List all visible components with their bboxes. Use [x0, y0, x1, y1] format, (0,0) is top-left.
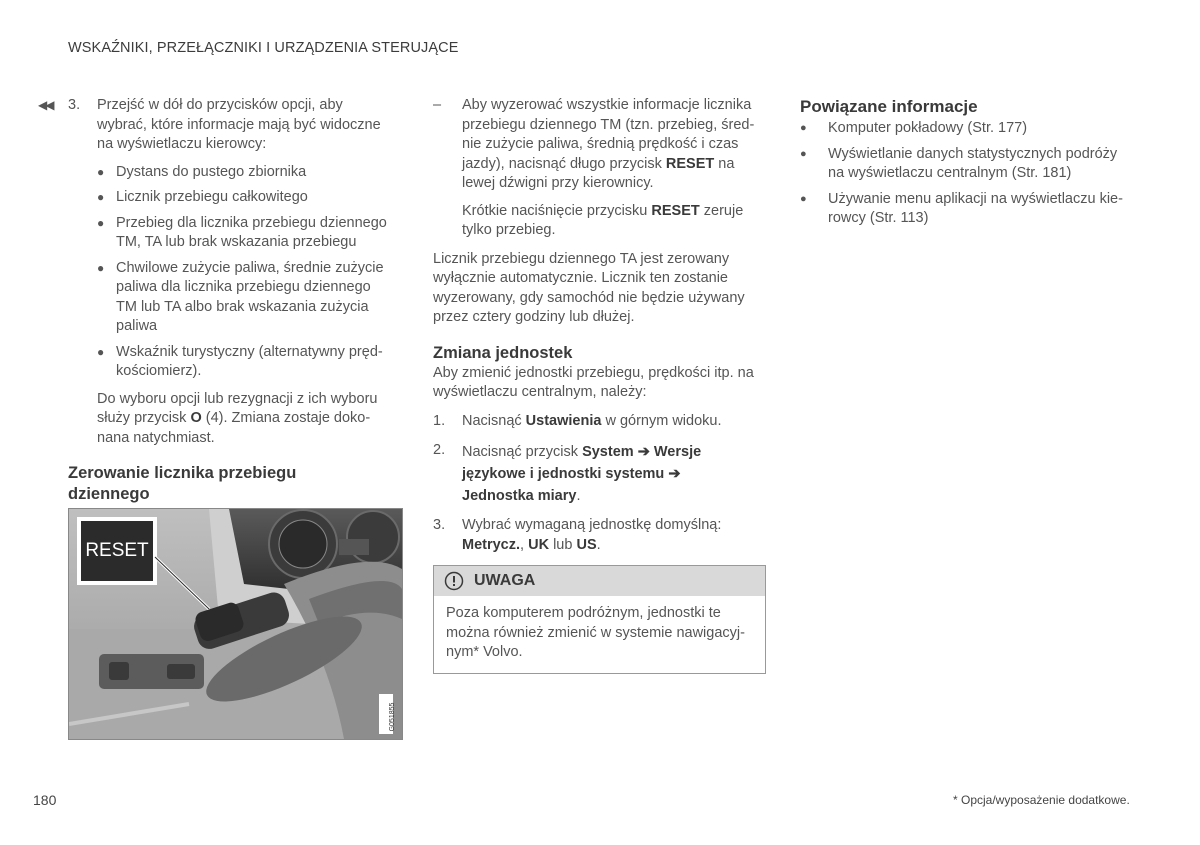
bullet-icon: ● [97, 190, 105, 204]
text-line: Wybrać wymaganą jednostkę domyślną: [462, 517, 722, 533]
bullet-icon: ● [800, 192, 807, 205]
bullet-icon: ● [97, 344, 105, 359]
bullet-icon: ● [97, 164, 105, 179]
list-item [97, 163, 398, 183]
text-line: służy przycisk O (4). Zmiana zostaje doko- [97, 410, 371, 426]
text-line: Komputer pokładowy (Str. 177) [828, 120, 1028, 136]
reset-button-label: RESET [651, 202, 700, 219]
short-press-paragraph [462, 202, 754, 241]
list-item [97, 214, 398, 253]
text-line: przez cztery godziny lub dłużej. [433, 309, 635, 325]
text-line: Dystans do pustego zbiornika [116, 163, 307, 180]
menu-path-label: językowe i jednostki systemu [462, 466, 665, 482]
text-line: przebiegu dziennego TM (tzn. przebieg, śred- [462, 116, 755, 133]
step-number: 1. [433, 412, 446, 429]
o-button-label: O [190, 410, 202, 426]
units-step-2 [433, 441, 768, 507]
step-number: 3. [433, 517, 446, 533]
related-link[interactable] [800, 145, 1145, 184]
footnote: * Opcja/wyposażenie dodatkowe. [953, 793, 1130, 807]
list-item [97, 259, 398, 337]
step-number: 3. [68, 97, 81, 113]
steering-lever-illustration [68, 508, 403, 740]
text-line: tylko przebieg. [462, 222, 556, 238]
text-line: Jednostka miary. [462, 488, 581, 504]
text-line: kościomierz). [116, 363, 202, 379]
text-line: wyłącznie automatycznie. Licznik ten zostanie [433, 270, 728, 286]
arrow-right-icon: ➔ [637, 444, 650, 460]
text-line: Licznik przebiegu całkowitego [116, 189, 308, 205]
system-menu-label: System [582, 444, 634, 460]
text-line: na wyświetlaczu kierowcy: [97, 136, 267, 152]
text-line: paliwa [116, 318, 158, 334]
unit-option: UK [528, 536, 550, 553]
related-info-heading: Powiązane informacje [800, 97, 978, 116]
text-line: Aby zmienić jednostki przebiegu, prędkości itp. na [433, 364, 754, 381]
units-step-1 [433, 412, 768, 432]
text-line: Nacisnąć Ustawienia w górnym widoku. [462, 412, 722, 429]
text-line: lewej dźwigni przy kierownicy. [462, 175, 654, 191]
text-line: Krótkie naciśnięcie przycisku RESET zeruje [462, 202, 744, 219]
page-header: WSKAŹNIKI, PRZEŁĄCZNIKI I URZĄDZENIA STERUJĄCE [68, 40, 459, 56]
dash-marker: – [433, 97, 442, 113]
text-line: Licznik przebiegu dziennego TA jest zerowany [433, 250, 730, 267]
text-line: TM lub TA albo brak wskazania zużycia [116, 298, 369, 315]
note-body [434, 596, 765, 673]
reset-heading: Zerowanie licznika przebiegu dziennego [68, 464, 297, 503]
step-3 [38, 96, 398, 155]
bullet-icon: ● [97, 260, 105, 275]
text-line: wyświetlaczu centralnym, należy: [433, 384, 647, 400]
unit-option: US [576, 536, 597, 553]
text-line [462, 463, 701, 485]
bullet-icon: ● [97, 215, 105, 230]
related-link[interactable] [800, 119, 1145, 139]
note-title: UWAGA [474, 572, 536, 590]
text-line: Wyświetlanie danych statystycznych podróży [828, 145, 1118, 162]
text-line: nym* Volvo. [446, 644, 523, 660]
text-line: paliwa dla licznika przebiegu dziennego [116, 279, 371, 295]
text-line: można również zmienić w systemie nawigacyj- [446, 624, 745, 641]
text-line: Nacisnąć przycisk System ➔ Wersje [462, 444, 702, 460]
text-line: na wyświetlaczu centralnym (Str. 181) [828, 165, 1072, 181]
step-text [97, 96, 381, 155]
units-intro [433, 364, 768, 403]
bullet-icon: ● [800, 147, 807, 160]
menu-path-label: Jednostka miary [462, 488, 577, 504]
text-line: Przejść w dół do przycisków opcji, aby [97, 97, 343, 113]
text-line: wyzerowany, gdy samochód nie będzie używany [433, 289, 745, 306]
reset-all-item [433, 96, 768, 241]
text-line: wybrać, które informacje mają być widoczne [97, 116, 381, 133]
list-item [97, 343, 398, 382]
text-line: nana natychmiast. [97, 429, 215, 446]
text-line: Poza komputerem podróżnym, jednostki te [446, 605, 721, 621]
options-list [97, 163, 398, 449]
image-code: G051855 [389, 702, 396, 732]
step-number: 2. [433, 442, 446, 458]
note-box [433, 565, 766, 674]
settings-menu-label: Ustawienia [525, 412, 602, 429]
text-line: Do wyboru opcji lub rezygnacji z ich wyboru [97, 390, 378, 407]
text-line: jazdy), nacisnąć długo przycisk RESET na [462, 155, 735, 172]
related-list [800, 119, 1145, 229]
text-line: Wskaźnik turystyczny (alternatywny pręd- [116, 343, 383, 360]
arrow-right-icon: ➔ [668, 466, 681, 482]
bullet-icon: ● [800, 122, 807, 134]
choice-paragraph [97, 390, 398, 449]
menu-path-label: Wersje [653, 444, 702, 460]
text-line: Aby wyzerować wszystkie informacje licznika [462, 97, 752, 113]
units-heading: Zmiana jednostek [433, 343, 573, 362]
unit-option: Metrycz. [462, 536, 521, 553]
ta-paragraph [433, 250, 768, 328]
units-step-3 [433, 516, 768, 555]
related-link[interactable] [800, 190, 1145, 229]
reset-callout-label: RESET [85, 540, 149, 562]
text-line: Chwilowe zużycie paliwa, średnie zużycie [116, 259, 384, 276]
list-item [97, 188, 398, 208]
text-line: Metrycz., UK lub US. [462, 536, 601, 553]
note-header [434, 566, 765, 596]
page-number: 180 [33, 792, 57, 808]
text-line: Przebieg dla licznika przebiegu dziennego [116, 214, 387, 231]
column-middle [433, 96, 768, 674]
reset-button-label: RESET [665, 155, 715, 172]
column-left [38, 96, 398, 740]
back-arrows-icon[interactable]: ◀◀ [38, 98, 53, 112]
text-line: TM, TA lub brak wskazania przebiegu [116, 234, 357, 250]
column-right [800, 96, 1145, 235]
text-line: nie zużycie paliwa, średnią prędkość i czas [462, 136, 739, 152]
text-line: rowcy (Str. 113) [828, 210, 929, 226]
info-icon [444, 571, 464, 591]
text-line: Używanie menu aplikacji na wyświetlaczu kie- [828, 190, 1123, 207]
